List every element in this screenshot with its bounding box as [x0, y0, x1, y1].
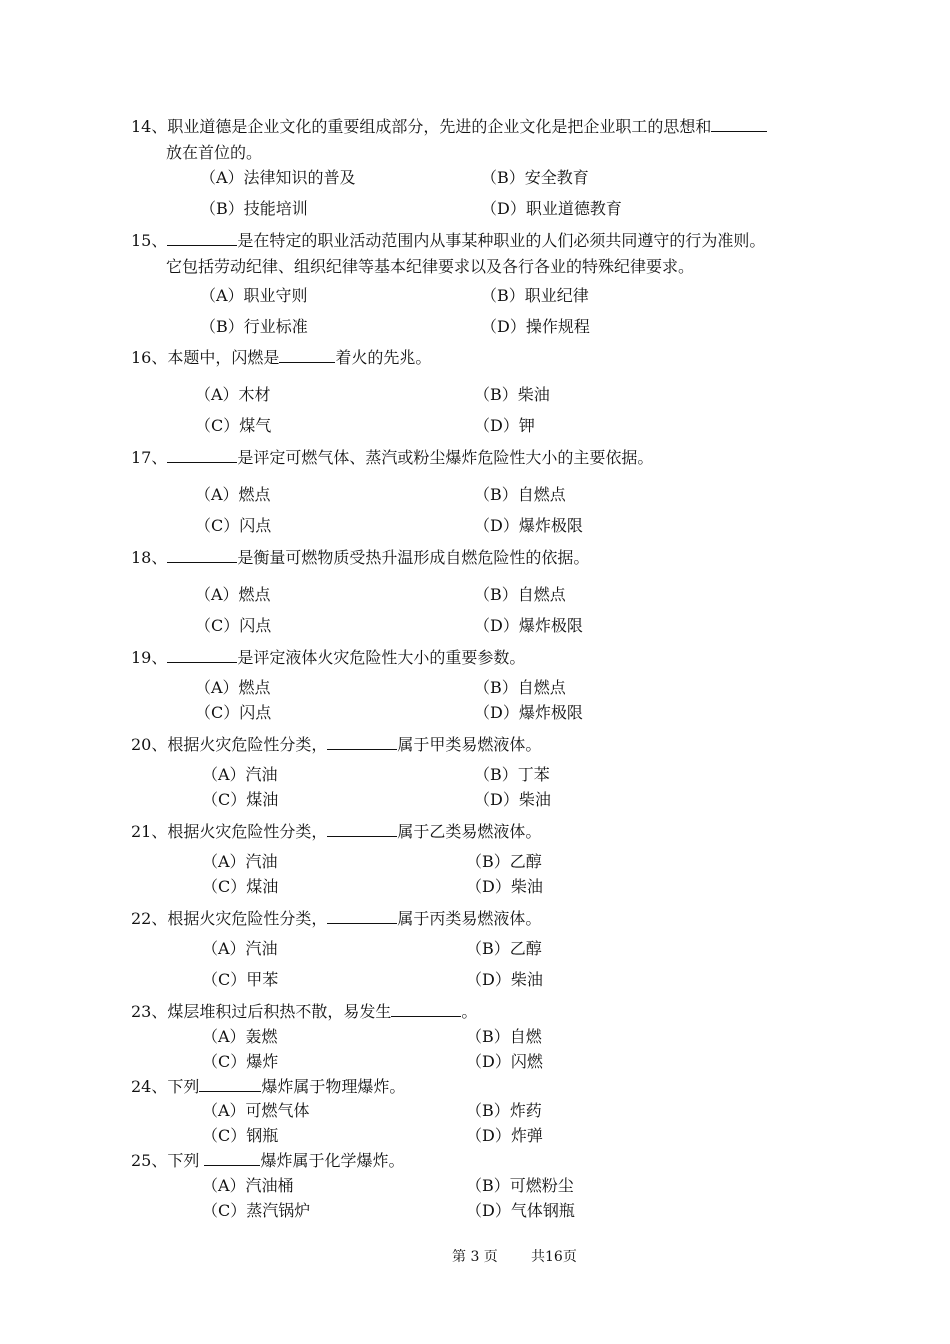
question-23-option-c: （C）爆炸 — [202, 1052, 279, 1071]
question-16-option-d: （D）钾 — [474, 416, 535, 435]
question-15-stem: 15、 是在特定的职业活动范围内从事某种职业的人们必须共同遵守的行为准则。 — [131, 231, 766, 250]
question-19-option-d: （D）爆炸极限 — [474, 703, 583, 722]
question-14-option-d: （D）职业道德教育 — [481, 199, 622, 218]
question-14-option-c: （B）技能培训 — [200, 199, 308, 218]
question-16-option-c: （C）煤气 — [195, 416, 272, 435]
question-17-option-a: （A）燃点 — [195, 485, 271, 504]
question-22-option-c: （C）甲苯 — [202, 970, 279, 989]
question-25-option-d: （D）气体钢瓶 — [466, 1201, 575, 1220]
question-15-option-d: （D）操作规程 — [481, 317, 590, 336]
question-14-option-a: （A）法律知识的普及 — [200, 168, 356, 187]
question-21-option-d: （D）柴油 — [466, 877, 543, 896]
answer-blank — [279, 348, 335, 363]
question-16-stem: 16、本题中，闪燃是 着火的先兆。 — [131, 348, 432, 367]
question-15-option-c: （B）行业标准 — [200, 317, 308, 336]
question-17-option-c: （C）闪点 — [195, 516, 272, 535]
question-18-option-a: （A）燃点 — [195, 585, 271, 604]
question-18-stem: 18、 是衡量可燃物质受热升温形成自燃危险性的依据。 — [131, 548, 590, 567]
question-17-option-b: （B）自燃点 — [474, 485, 566, 504]
question-21-stem: 21、根据火灾危险性分类， 属于乙类易燃液体。 — [131, 822, 542, 841]
question-23-option-d: （D）闪燃 — [466, 1052, 543, 1071]
question-24-option-a: （A）可燃气体 — [202, 1101, 310, 1120]
question-21-option-a: （A）汽油 — [202, 852, 278, 871]
question-25-option-a: （A）汽油桶 — [202, 1176, 294, 1195]
question-24-stem: 24、下列 爆炸属于物理爆炸。 — [131, 1077, 406, 1096]
question-25-option-b: （B）可燃粉尘 — [466, 1176, 574, 1195]
answer-blank — [167, 448, 237, 463]
question-15-option-a: （A）职业守则 — [200, 286, 308, 305]
question-25-option-c: （C）蒸汽锅炉 — [202, 1201, 311, 1220]
answer-blank — [167, 548, 237, 563]
question-15-stem-cont: 它包括劳动纪律、组织纪律等基本纪律要求以及各行各业的特殊纪律要求。 — [166, 257, 695, 276]
answer-blank — [327, 909, 397, 924]
question-25-stem: 25、下列 爆炸属于化学爆炸。 — [131, 1151, 405, 1170]
answer-blank — [204, 1151, 260, 1166]
question-24-option-d: （D）炸弹 — [466, 1126, 543, 1145]
page-total: 共16页 — [531, 1249, 577, 1265]
question-19-option-a: （A）燃点 — [195, 678, 271, 697]
answer-blank — [167, 648, 237, 663]
question-20-option-c: （C）煤油 — [202, 790, 279, 809]
question-19-option-c: （C）闪点 — [195, 703, 272, 722]
question-14-stem-cont: 放在首位的。 — [166, 143, 263, 162]
question-17-option-d: （D）爆炸极限 — [474, 516, 583, 535]
question-15-option-b: （B）职业纪律 — [481, 286, 589, 305]
question-18-option-c: （C）闪点 — [195, 616, 272, 635]
question-18-option-d: （D）爆炸极限 — [474, 616, 583, 635]
question-24-option-b: （B）炸药 — [466, 1101, 542, 1120]
question-16-option-b: （B）柴油 — [474, 385, 550, 404]
page-number: 第 3 页 — [452, 1249, 498, 1265]
question-18-option-b: （B）自燃点 — [474, 585, 566, 604]
question-20-option-d: （D）柴油 — [474, 790, 551, 809]
question-21-option-b: （B）乙醇 — [466, 852, 542, 871]
question-20-option-b: （B）丁苯 — [474, 765, 550, 784]
answer-blank — [711, 117, 767, 132]
question-16-option-a: （A）木材 — [195, 385, 271, 404]
question-23-option-b: （B）自燃 — [466, 1027, 542, 1046]
question-22-stem: 22、根据火灾危险性分类， 属于丙类易燃液体。 — [131, 909, 542, 928]
question-20-stem: 20、根据火灾危险性分类， 属于甲类易燃液体。 — [131, 735, 542, 754]
question-22-option-a: （A）汽油 — [202, 939, 278, 958]
question-20-option-a: （A）汽油 — [202, 765, 278, 784]
answer-blank — [327, 735, 397, 750]
answer-blank — [167, 231, 237, 246]
answer-blank — [199, 1077, 261, 1092]
question-24-option-c: （C）钢瓶 — [202, 1126, 279, 1145]
answer-blank — [391, 1002, 461, 1017]
question-23-option-a: （A）轰燃 — [202, 1027, 278, 1046]
question-19-stem: 19、 是评定液体火灾危险性大小的重要参数。 — [131, 648, 526, 667]
question-23-stem: 23、煤层堆积过后积热不散，易发生 。 — [131, 1002, 478, 1021]
question-14-option-b: （B）安全教育 — [481, 168, 589, 187]
question-19-option-b: （B）自燃点 — [474, 678, 566, 697]
question-14-stem: 14、职业道德是企业文化的重要组成部分，先进的企业文化是把企业职工的思想和 — [131, 117, 767, 137]
question-22-option-b: （B）乙醇 — [466, 939, 542, 958]
question-17-stem: 17、 是评定可燃气体、蒸汽或粉尘爆炸危险性大小的主要依据。 — [131, 448, 654, 467]
question-21-option-c: （C）煤油 — [202, 877, 279, 896]
question-22-option-d: （D）柴油 — [466, 970, 543, 989]
answer-blank — [327, 822, 397, 837]
